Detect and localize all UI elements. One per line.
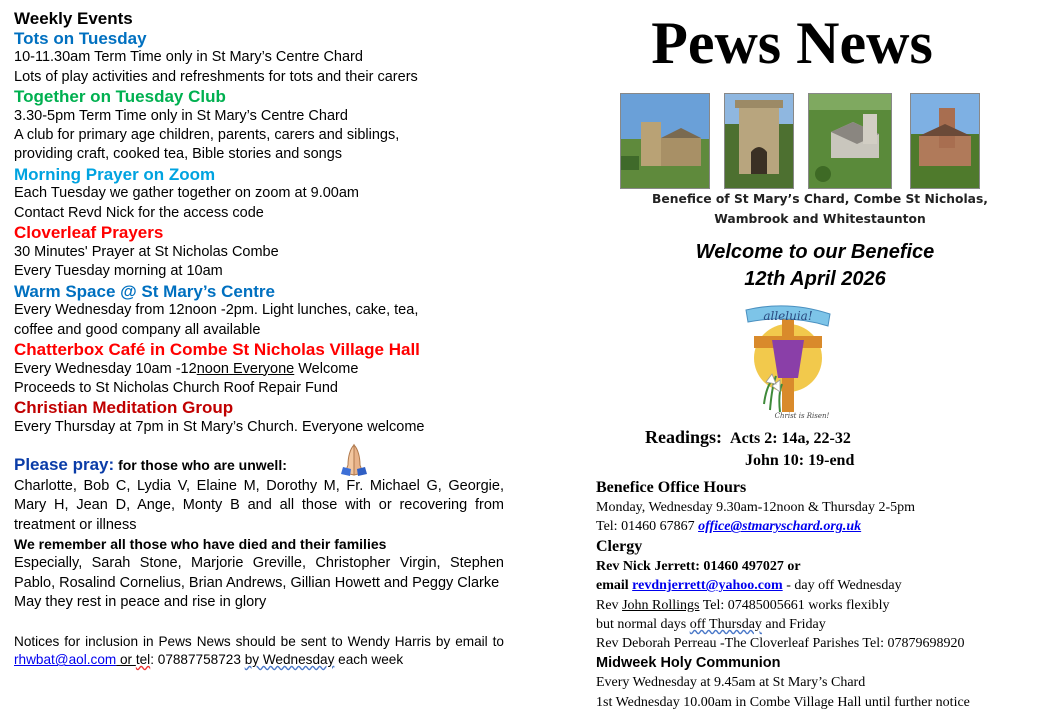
benefice-caption: Benefice of St Mary’s Chard, Combe St Nicholas, Wambrook and Whitestaunton: [652, 192, 988, 226]
john-rev: Rev: [596, 597, 623, 613]
notice-by-wednesday: by Wednesday: [244, 652, 335, 668]
church-photo-whitestaunton: [910, 93, 980, 189]
clergy-deborah: Rev Deborah Perreau -The Cloverleaf Parishes Tel: 07879698920: [596, 636, 965, 652]
clergy-title: Clergy: [596, 537, 643, 555]
church-photo-wambrook: [808, 93, 892, 189]
together-line3: providing craft, cooked tea, Bible stories and songs: [14, 146, 343, 163]
morning-prayer-title: Morning Prayer on Zoom: [14, 164, 216, 184]
tots-line1: 10-11.30am Term Time only in St Mary’s Centre Chard: [14, 49, 363, 66]
cloverleaf-title: Cloverleaf Prayers: [14, 223, 164, 243]
morning-line2: Contact Revd Nick for the access code: [14, 204, 264, 221]
praying-hands-icon: [339, 443, 369, 483]
chatterbox-line1-c: Welcome: [294, 360, 359, 377]
please-pray-intro: for those who are unwell:: [114, 457, 287, 474]
john-days-c: and Friday: [761, 617, 826, 633]
welcome-date: 12th April 2026: [744, 268, 886, 290]
chatterbox-line1: [14, 360, 504, 379]
chatterbox-line2: Proceeds to St Nicholas Church Roof Repair Fund: [14, 380, 338, 397]
readings-block: [645, 426, 975, 472]
reading-1: Acts 2: 14a, 22-32: [730, 430, 851, 447]
please-pray-label: Please pray:: [14, 455, 115, 475]
clergy-john-days: [596, 615, 1041, 634]
john-days-a: but normal days: [596, 617, 690, 633]
together-line1: 3.30-5pm Term Time only in St Mary’s Centre Chard: [14, 107, 348, 124]
chatterbox-line1-a: Every Wednesday 10am -12: [14, 360, 197, 377]
communion-line2: 1st Wednesday 10.00am in Combe Village Hall until further notice: [596, 694, 970, 710]
clergy-nick: Rev Nick Jerrett: 01460 497027 or: [596, 558, 801, 574]
meditation-title: Christian Meditation Group: [14, 398, 234, 418]
communion-line1: Every Wednesday at 9.45am at St Mary’s Chard: [596, 675, 866, 691]
church-photo-st-marys: [620, 93, 710, 189]
tots-line2: Lots of play activities and refreshments for tots and their carers: [14, 68, 418, 85]
john-days-off: off Thursday: [689, 617, 762, 633]
office-clergy-block: [596, 478, 1041, 712]
weekly-events-title: Weekly Events: [14, 9, 133, 28]
notice-tel: tel: [135, 652, 151, 668]
readings-line1: [645, 426, 975, 450]
office-hours-text: Monday, Wednesday 9.30am-12noon & Thursday 2-5pm: [596, 500, 916, 515]
clergy-john-line: [596, 596, 1041, 615]
church-photo-combe: [724, 93, 794, 189]
nick-email-label: email: [596, 578, 633, 594]
welcome-block: [660, 239, 970, 293]
nick-email-link[interactable]: revdnjerrett@yahoo.com: [632, 578, 783, 594]
pray-names: Charlotte, Bob C, Lydia V, Elaine M, Dorothy M, Fr. Michael G, Georgie, Mary H, Jean D, Ange, Monty B and all those with or recovering from treatment or illness: [14, 477, 504, 533]
alleluia-motto-text: Christ is Risen!: [774, 412, 830, 420]
nick-day-off: - day off Wednesday: [782, 578, 902, 594]
alleluia-cross-image: [742, 300, 832, 422]
morning-line1: Each Tuesday we gather together on zoom at 9.00am: [14, 185, 359, 202]
meditation-line1: Every Thursday at 7pm in St Mary’s Church. Everyone welcome: [14, 419, 425, 436]
communion-title: Midweek Holy Communion: [596, 654, 781, 671]
chatterbox-title: Chatterbox Café in Combe St Nicholas Village Hall: [14, 340, 420, 360]
please-pray-line: [14, 455, 504, 476]
remember-names: Especially, Sarah Stone, Marjorie Greville, Christopher Virgin, Stephen Pablo, Rosalind Cornelius, Brian Andrews, Gillian Howett and Peggy Clarke: [14, 555, 504, 591]
clergy-nick-email-line: [596, 576, 1041, 595]
together-line2: A club for primary age children, parents, carers and siblings,: [14, 127, 400, 143]
warm-line2: coffee and good company all available: [14, 321, 261, 338]
office-email-link[interactable]: office@stmaryschard.org.uk: [698, 519, 862, 535]
notice-text1: Notices for inclusion in Pews News should be sent to Wendy Harris by email to: [14, 633, 504, 649]
notice-email-link[interactable]: rhwbat@aol.com: [14, 652, 117, 668]
left-column: [14, 9, 504, 670]
alleluia-banner-text: alleluia!: [763, 309, 813, 323]
remember-closing: May they rest in peace and rise in glory: [14, 594, 267, 611]
john-name: John Rollings: [622, 597, 700, 613]
john-tel: Tel: 07485005661 works flexibly: [699, 597, 890, 613]
cloverleaf-line1: 30 Minutes' Prayer at St Nicholas Combe: [14, 243, 279, 260]
notice-or: or: [116, 652, 136, 668]
notice-text: [14, 633, 504, 670]
office-hours-title: Benefice Office Hours: [596, 479, 747, 496]
notice-end: each week: [334, 652, 404, 668]
remember-title: We remember all those who have died and their families: [14, 536, 387, 553]
warm-line1: Every Wednesday from 12noon -2pm. Light lunches, cake, tea,: [14, 302, 419, 319]
warm-space-title: Warm Space @ St Mary’s Centre: [14, 281, 275, 301]
together-title: Together on Tuesday Club: [14, 87, 226, 106]
masthead-title: Pews News: [651, 10, 933, 76]
reading-2: John 10: 19-end: [745, 452, 855, 469]
office-tel-line: [596, 517, 1041, 536]
welcome-title: Welcome to our Benefice: [695, 241, 935, 263]
notice-number: : 07887758723: [150, 652, 245, 668]
office-tel: Tel: 01460 67867: [596, 519, 699, 535]
readings-label: Readings:: [645, 427, 723, 447]
chatterbox-line1-b: noon Everyone: [196, 360, 295, 377]
cloverleaf-line2: Every Tuesday morning at 10am: [14, 263, 223, 280]
tots-title: Tots on Tuesday: [14, 28, 147, 48]
